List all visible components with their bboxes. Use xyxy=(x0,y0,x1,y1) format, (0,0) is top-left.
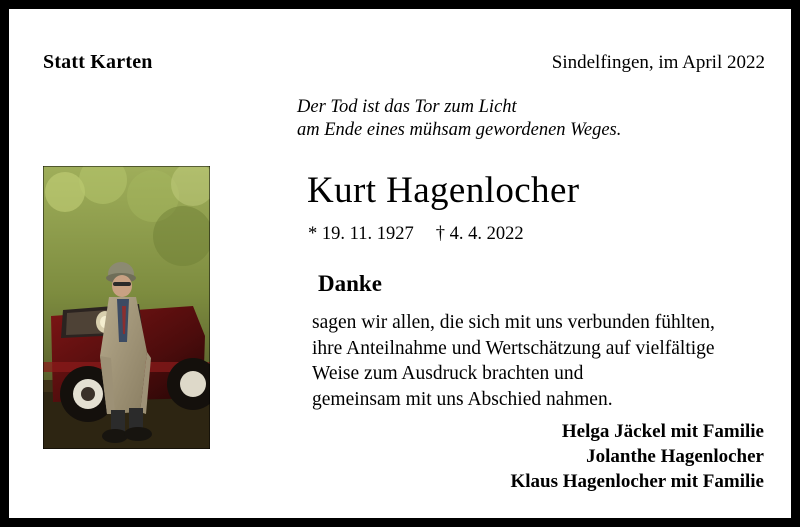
signature-line: Klaus Hagenlocher mit Familie xyxy=(510,471,764,492)
thanks-heading: Danke xyxy=(318,271,382,296)
deceased-name: Kurt Hagenlocher xyxy=(307,170,580,211)
death-date: † 4. 4. 2022 xyxy=(435,224,524,244)
photo-illustration xyxy=(43,166,210,449)
signature-block xyxy=(511,419,765,494)
body-line-2: ihre Anteilnahme und Wertschätzung auf vielfältige xyxy=(312,337,715,359)
life-dates xyxy=(308,224,524,245)
body-line-4: gemeinsam mit uns Abschied nahmen. xyxy=(312,388,613,410)
signature-line: Jolanthe Hagenlocher xyxy=(586,446,764,467)
birth-date: * 19. 11. 1927 xyxy=(308,224,414,244)
body-line-1: sagen wir allen, die sich mit uns verbunden fühlten, xyxy=(312,312,715,333)
verse-line-1: Der Tod ist das Tor zum Licht xyxy=(297,97,517,117)
verse-line-2: am Ende eines mühsam gewordenen Weges. xyxy=(297,120,622,140)
place-and-date-label: Sindelfingen, im April 2022 xyxy=(551,52,765,73)
verse-block xyxy=(297,96,621,142)
signature-line: Helga Jäckel mit Familie xyxy=(561,421,764,442)
portrait-photo xyxy=(43,166,210,449)
statt-karten-label: Statt Karten xyxy=(43,51,153,73)
body-line-3: Weise zum Ausdruck brachten und xyxy=(312,363,584,384)
thanks-body xyxy=(312,310,715,412)
notice-inner-area xyxy=(9,9,791,518)
